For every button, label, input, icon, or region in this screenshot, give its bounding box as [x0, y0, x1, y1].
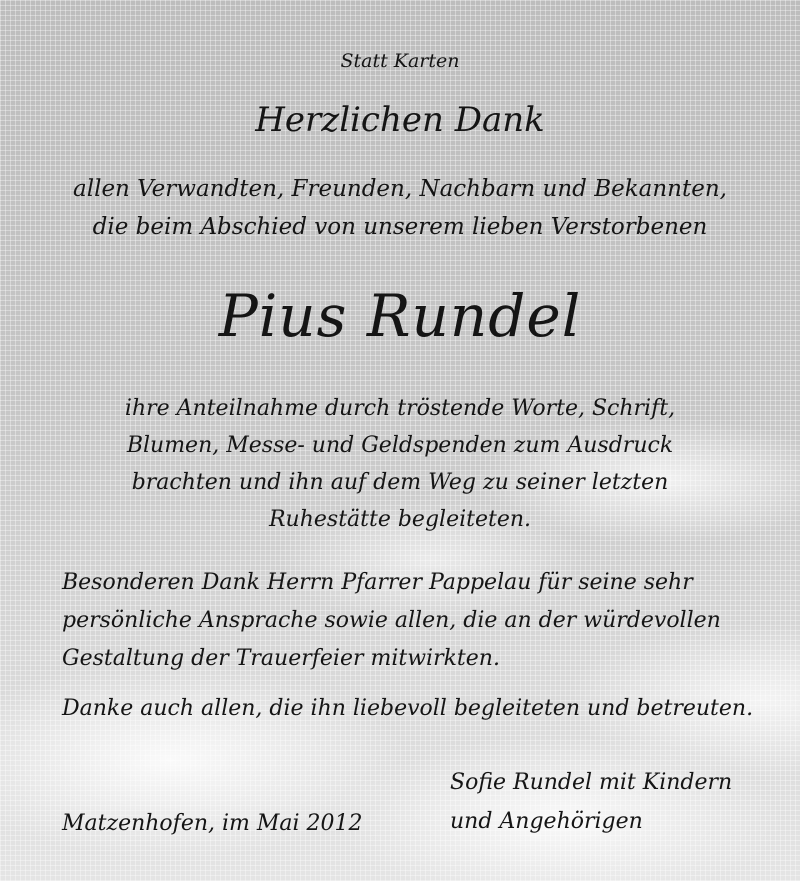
special-thanks-line-2: persönliche Ansprache sowie allen, die an der würdevollen: [62, 608, 721, 633]
signature-line-2: und Angehörigen: [450, 809, 643, 834]
deceased-name: Pius Rundel: [218, 282, 582, 350]
special-thanks-line-3: Gestaltung der Trauerfeier mitwirkten.: [62, 646, 500, 671]
place-date: Matzenhofen, im Mai 2012: [62, 811, 363, 836]
thanks-line-2: Blumen, Messe- und Geldspenden zum Ausdruck: [126, 433, 674, 458]
page-title: Herzlichen Dank: [255, 100, 545, 140]
statt-karten-label: Statt Karten: [340, 50, 460, 72]
intro-line-2: die beim Abschied von unserem lieben Verstorbenen: [92, 214, 708, 240]
signature-line-1: Sofie Rundel mit Kindern: [450, 770, 733, 795]
closing-line: Danke auch allen, die ihn liebevoll begleiteten und betreuten.: [62, 696, 754, 721]
thanks-line-4: Ruhestätte begleiteten.: [268, 507, 532, 532]
thanks-line-1: ihre Anteilnahme durch tröstende Worte, Schrift,: [124, 396, 676, 421]
intro-line-1: allen Verwandten, Freunden, Nachbarn und Bekannten,: [73, 176, 727, 202]
special-thanks-line-1: Besonderen Dank Herrn Pfarrer Pappelau für seine sehr: [62, 570, 693, 595]
thanks-line-3: brachten und ihn auf dem Weg zu seiner letzten: [131, 470, 669, 495]
